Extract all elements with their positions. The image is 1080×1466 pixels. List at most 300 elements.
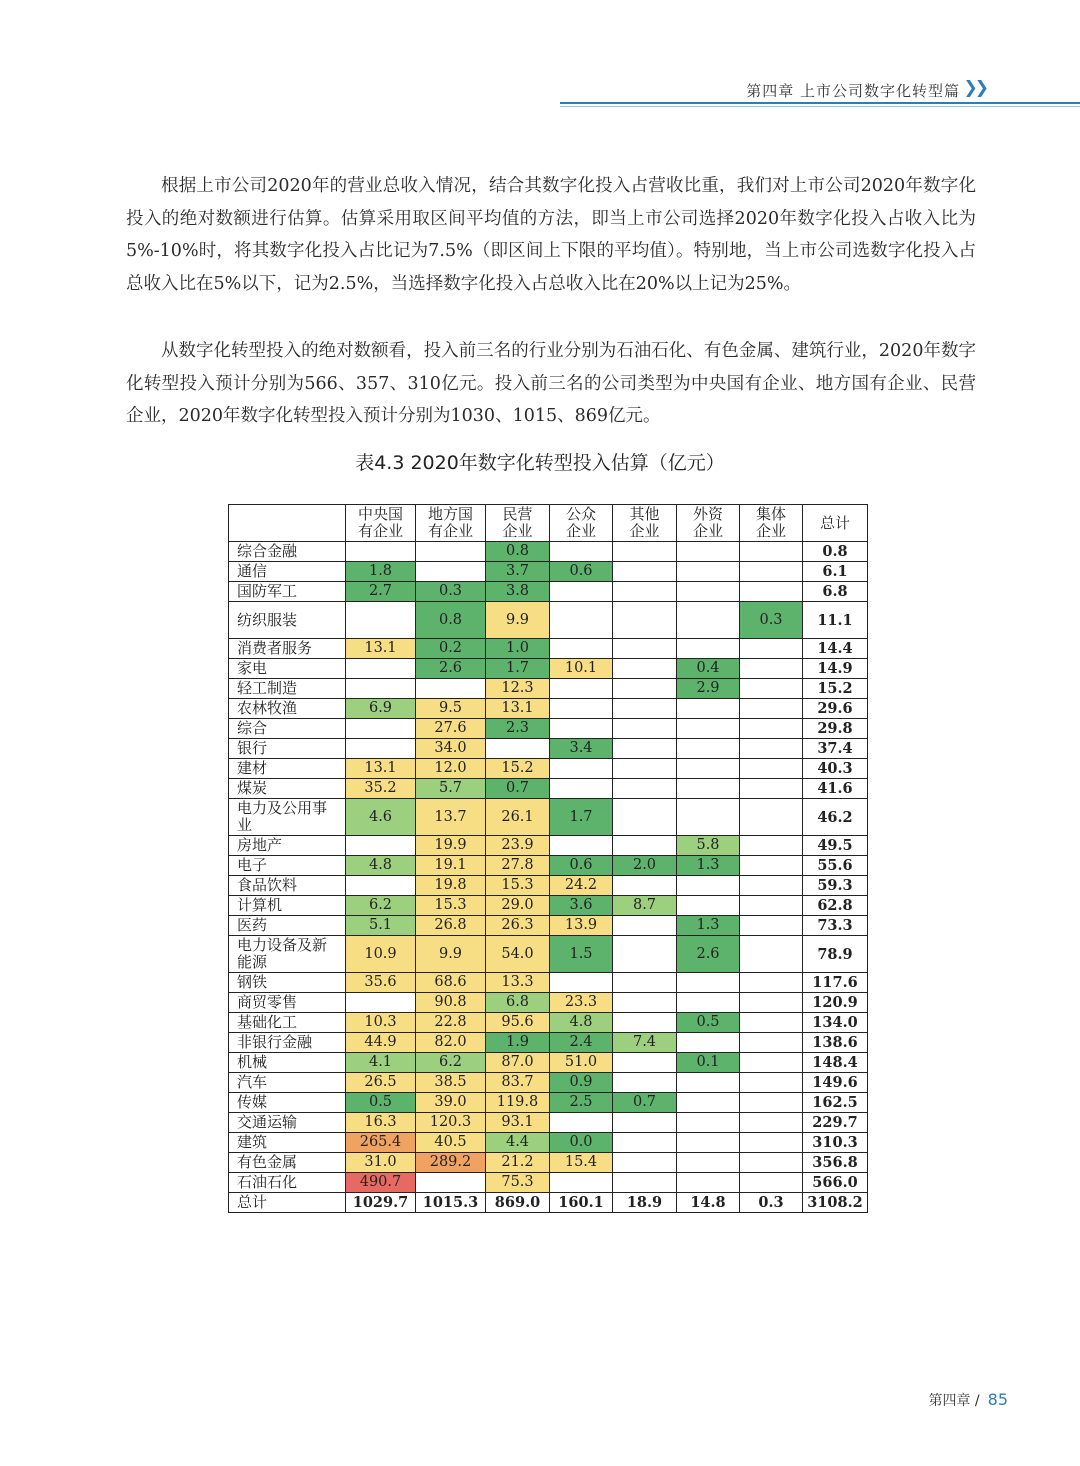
row-total-cell: 138.6 <box>803 1033 868 1053</box>
value-cell: 39.0 <box>416 1093 486 1113</box>
value-cell: 289.2 <box>416 1153 486 1173</box>
value-cell: 5.1 <box>346 916 416 936</box>
chapter-title: 第四章 上市公司数字化转型篇 <box>746 82 960 100</box>
industry-label-line: 汽车 <box>237 1073 268 1091</box>
row-total-cell: 41.6 <box>803 779 868 799</box>
footer-chapter: 第四章 / <box>928 1393 980 1409</box>
value-cell <box>740 896 803 916</box>
value-cell: 4.6 <box>346 799 416 836</box>
column-header <box>550 505 613 542</box>
value-cell: 119.8 <box>486 1093 550 1113</box>
value-cell: 31.0 <box>346 1153 416 1173</box>
value-cell: 1.3 <box>677 916 740 936</box>
value-cell <box>740 779 803 799</box>
value-cell <box>613 836 677 856</box>
table-row <box>229 639 868 659</box>
value-cell <box>677 639 740 659</box>
value-cell: 21.2 <box>486 1153 550 1173</box>
row-total-cell: 29.8 <box>803 719 868 739</box>
value-cell <box>740 1093 803 1113</box>
value-cell: 15.3 <box>416 896 486 916</box>
industry-label <box>229 542 346 562</box>
value-cell <box>677 993 740 1013</box>
table-row <box>229 973 868 993</box>
value-cell: 1.0 <box>486 639 550 659</box>
table-row <box>229 916 868 936</box>
value-cell: 0.6 <box>550 562 613 582</box>
value-cell: 51.0 <box>550 1053 613 1073</box>
value-cell <box>677 739 740 759</box>
value-cell: 13.1 <box>486 699 550 719</box>
value-cell: 3.7 <box>486 562 550 582</box>
industry-label-line: 国防军工 <box>237 582 298 600</box>
value-cell <box>346 836 416 856</box>
value-cell <box>613 719 677 739</box>
industry-label-line: 钢铁 <box>237 973 268 991</box>
row-total-cell: 11.1 <box>803 602 868 639</box>
value-cell <box>677 896 740 916</box>
value-cell: 44.9 <box>346 1033 416 1053</box>
industry-label-line: 农林牧渔 <box>237 699 298 717</box>
value-cell: 87.0 <box>486 1053 550 1073</box>
column-header <box>346 505 416 542</box>
value-cell <box>740 759 803 779</box>
value-cell: 0.9 <box>550 1073 613 1093</box>
column-header-line: 企业 <box>629 522 660 540</box>
column-header-line: 中央国 <box>357 505 403 523</box>
value-cell: 23.3 <box>550 993 613 1013</box>
value-cell: 24.2 <box>550 876 613 896</box>
chevron-right-icon: ❯❯ <box>963 78 986 98</box>
value-cell: 54.0 <box>486 936 550 973</box>
value-cell: 15.4 <box>550 1153 613 1173</box>
industry-label <box>229 679 346 699</box>
value-cell <box>740 739 803 759</box>
industry-label <box>229 719 346 739</box>
value-cell <box>740 582 803 602</box>
industry-label <box>229 739 346 759</box>
industry-label <box>229 973 346 993</box>
industry-label <box>229 1033 346 1053</box>
industry-label <box>229 639 346 659</box>
industry-label-line: 机械 <box>237 1053 268 1071</box>
table-row <box>229 936 868 973</box>
value-cell: 68.6 <box>416 973 486 993</box>
value-cell: 3.8 <box>486 582 550 602</box>
value-cell: 1.3 <box>677 856 740 876</box>
value-cell <box>613 679 677 699</box>
value-cell <box>613 562 677 582</box>
value-cell <box>346 679 416 699</box>
value-cell: 0.6 <box>550 856 613 876</box>
table-row <box>229 562 868 582</box>
industry-label-line: 非银行金融 <box>237 1033 313 1051</box>
value-cell: 90.8 <box>416 993 486 1013</box>
value-cell <box>677 973 740 993</box>
row-total-cell: 162.5 <box>803 1093 868 1113</box>
value-cell: 10.3 <box>346 1013 416 1033</box>
value-cell: 0.4 <box>677 659 740 679</box>
value-cell <box>613 602 677 639</box>
industry-label-line: 消费者服务 <box>237 639 313 657</box>
value-cell: 265.4 <box>346 1133 416 1153</box>
value-cell <box>613 1073 677 1093</box>
column-header-line: 企业 <box>565 522 596 540</box>
table-row <box>229 856 868 876</box>
column-total-cell: 14.8 <box>677 1193 740 1213</box>
value-cell <box>550 836 613 856</box>
value-cell <box>740 699 803 719</box>
industry-label-line: 传媒 <box>237 1093 268 1111</box>
table-header-row <box>229 505 868 542</box>
value-cell: 0.8 <box>416 602 486 639</box>
industry-label <box>229 1053 346 1073</box>
table-row <box>229 699 868 719</box>
table-row <box>229 739 868 759</box>
row-total-cell: 117.6 <box>803 973 868 993</box>
value-cell <box>550 542 613 562</box>
value-cell: 0.7 <box>486 779 550 799</box>
column-header <box>677 505 740 542</box>
header-rule <box>560 102 1080 104</box>
industry-label-line: 业 <box>237 816 253 834</box>
value-cell <box>613 759 677 779</box>
value-cell: 22.8 <box>416 1013 486 1033</box>
column-total-cell: 0.3 <box>740 1193 803 1213</box>
value-cell <box>613 1153 677 1173</box>
row-total-cell: 55.6 <box>803 856 868 876</box>
page-footer <box>928 1390 1008 1410</box>
value-cell <box>550 1113 613 1133</box>
value-cell: 4.1 <box>346 1053 416 1073</box>
industry-label-line: 电子 <box>237 856 268 874</box>
value-cell: 13.3 <box>486 973 550 993</box>
row-total-cell: 37.4 <box>803 739 868 759</box>
value-cell <box>550 699 613 719</box>
table-row <box>229 993 868 1013</box>
value-cell <box>613 699 677 719</box>
value-cell <box>613 542 677 562</box>
industry-label <box>229 602 346 639</box>
table-row <box>229 779 868 799</box>
value-cell: 82.0 <box>416 1033 486 1053</box>
industry-label <box>229 759 346 779</box>
row-total-cell: 29.6 <box>803 699 868 719</box>
industry-label-line: 银行 <box>237 739 268 757</box>
industry-label <box>229 779 346 799</box>
value-cell <box>677 759 740 779</box>
value-cell: 35.6 <box>346 973 416 993</box>
industry-label-line: 综合金融 <box>237 542 298 560</box>
value-cell: 9.9 <box>416 936 486 973</box>
value-cell: 0.3 <box>740 602 803 639</box>
table-row <box>229 836 868 856</box>
header-corner <box>229 505 346 542</box>
value-cell <box>740 1133 803 1153</box>
value-cell <box>677 779 740 799</box>
value-cell <box>613 639 677 659</box>
value-cell <box>740 993 803 1013</box>
header-rule-thin <box>560 106 1080 107</box>
industry-label <box>229 562 346 582</box>
value-cell: 15.2 <box>486 759 550 779</box>
row-total-cell: 149.6 <box>803 1073 868 1093</box>
table-row <box>229 679 868 699</box>
value-cell: 2.4 <box>550 1033 613 1053</box>
industry-label-line: 石油石化 <box>237 1173 298 1191</box>
value-cell: 26.8 <box>416 916 486 936</box>
value-cell: 0.8 <box>486 542 550 562</box>
value-cell: 34.0 <box>416 739 486 759</box>
value-cell: 120.3 <box>416 1113 486 1133</box>
table-row <box>229 1173 868 1193</box>
value-cell <box>740 936 803 973</box>
industry-label-line: 通信 <box>237 562 268 580</box>
column-header <box>803 505 868 542</box>
value-cell <box>550 719 613 739</box>
value-cell <box>740 1113 803 1133</box>
industry-label-line: 电力及公用事 <box>237 799 328 817</box>
column-header-line: 总计 <box>819 513 850 532</box>
table-row <box>229 582 868 602</box>
row-total-cell: 120.9 <box>803 993 868 1013</box>
value-cell: 13.7 <box>416 799 486 836</box>
industry-label <box>229 799 346 836</box>
table-title: 表4.3 2020年数字化转型投入估算（亿元） <box>355 452 725 474</box>
industry-label <box>229 1133 346 1153</box>
value-cell <box>613 739 677 759</box>
value-cell: 5.7 <box>416 779 486 799</box>
industry-label-line: 煤炭 <box>237 779 268 797</box>
value-cell <box>740 1053 803 1073</box>
industry-label-line: 轻工制造 <box>237 679 298 697</box>
row-total-cell: 356.8 <box>803 1153 868 1173</box>
industry-label <box>229 582 346 602</box>
row-total-cell: 62.8 <box>803 896 868 916</box>
column-header-line: 集体 <box>755 505 786 523</box>
value-cell <box>346 659 416 679</box>
value-cell <box>550 679 613 699</box>
value-cell <box>677 876 740 896</box>
table-row <box>229 876 868 896</box>
value-cell: 6.2 <box>416 1053 486 1073</box>
table-row <box>229 1133 868 1153</box>
column-header-line: 企业 <box>692 522 723 540</box>
industry-label <box>229 876 346 896</box>
industry-label <box>229 856 346 876</box>
column-header-line: 外资 <box>692 505 723 523</box>
industry-label-line: 计算机 <box>237 896 283 914</box>
column-header-line: 有企业 <box>427 522 473 540</box>
value-cell <box>416 542 486 562</box>
column-header-line: 公众 <box>565 505 596 523</box>
value-cell: 5.8 <box>677 836 740 856</box>
column-header-line: 企业 <box>755 522 786 540</box>
value-cell: 83.7 <box>486 1073 550 1093</box>
value-cell: 1.5 <box>550 936 613 973</box>
value-cell <box>416 1173 486 1193</box>
value-cell: 19.1 <box>416 856 486 876</box>
row-total-cell: 46.2 <box>803 799 868 836</box>
value-cell: 19.8 <box>416 876 486 896</box>
value-cell <box>740 916 803 936</box>
column-total-cell: 18.9 <box>613 1193 677 1213</box>
table-row <box>229 1153 868 1173</box>
industry-label-line: 交通运输 <box>237 1113 298 1131</box>
row-total-cell: 14.4 <box>803 639 868 659</box>
table-row <box>229 602 868 639</box>
industry-label <box>229 993 346 1013</box>
value-cell <box>740 719 803 739</box>
industry-label-line: 基础化工 <box>237 1013 298 1031</box>
table-row <box>229 1053 868 1073</box>
table-row <box>229 799 868 836</box>
value-cell <box>677 602 740 639</box>
value-cell <box>346 876 416 896</box>
value-cell <box>740 679 803 699</box>
industry-label <box>229 916 346 936</box>
value-cell <box>677 699 740 719</box>
value-cell: 93.1 <box>486 1113 550 1133</box>
row-total-cell: 15.2 <box>803 679 868 699</box>
value-cell: 2.7 <box>346 582 416 602</box>
value-cell <box>740 1033 803 1053</box>
industry-label <box>229 659 346 679</box>
page-number: 85 <box>987 1390 1008 1409</box>
industry-label <box>229 699 346 719</box>
value-cell <box>677 799 740 836</box>
value-cell <box>346 739 416 759</box>
value-cell: 38.5 <box>416 1073 486 1093</box>
table-row <box>229 659 868 679</box>
value-cell: 0.0 <box>550 1133 613 1153</box>
row-total-cell: 0.8 <box>803 542 868 562</box>
value-cell: 19.9 <box>416 836 486 856</box>
value-cell: 2.3 <box>486 719 550 739</box>
value-cell <box>677 1113 740 1133</box>
value-cell <box>677 719 740 739</box>
value-cell <box>740 1153 803 1173</box>
value-cell <box>677 562 740 582</box>
value-cell <box>613 1113 677 1133</box>
value-cell: 12.3 <box>486 679 550 699</box>
column-total-cell: 160.1 <box>550 1193 613 1213</box>
industry-label <box>229 1153 346 1173</box>
value-cell <box>740 1073 803 1093</box>
value-cell <box>740 542 803 562</box>
value-cell <box>613 799 677 836</box>
value-cell <box>550 639 613 659</box>
value-cell: 0.3 <box>416 582 486 602</box>
value-cell <box>486 739 550 759</box>
value-cell: 23.9 <box>486 836 550 856</box>
industry-label <box>229 896 346 916</box>
row-total-cell: 148.4 <box>803 1053 868 1073</box>
value-cell <box>613 779 677 799</box>
value-cell: 27.8 <box>486 856 550 876</box>
industry-label-line: 食品饮料 <box>237 876 298 894</box>
value-cell: 10.1 <box>550 659 613 679</box>
value-cell: 10.9 <box>346 936 416 973</box>
value-cell: 13.1 <box>346 759 416 779</box>
value-cell: 2.5 <box>550 1093 613 1113</box>
table-row <box>229 759 868 779</box>
value-cell: 4.8 <box>346 856 416 876</box>
column-header-line: 有企业 <box>357 522 403 540</box>
value-cell: 2.9 <box>677 679 740 699</box>
row-total-cell: 310.3 <box>803 1133 868 1153</box>
value-cell <box>677 1033 740 1053</box>
value-cell <box>677 582 740 602</box>
body-paragraph-2: 从数字化转型投入的绝对数额看，投入前三名的行业分别为石油石化、有色金属、建筑行业，2020年数字化转型投入预计分别为566、357、310亿元。投入前三名的公司类型为中央国有企业、地方国有企业、民营企业，2020年数字化转型投入预计分别为1030、1015、869亿元。 <box>126 341 976 426</box>
industry-label <box>229 1173 346 1193</box>
table-row <box>229 1093 868 1113</box>
industry-label-line: 电力设备及新 <box>237 936 328 954</box>
value-cell <box>416 562 486 582</box>
table-row <box>229 719 868 739</box>
value-cell: 6.2 <box>346 896 416 916</box>
industry-label-line: 家电 <box>237 659 268 677</box>
industry-label <box>229 1113 346 1133</box>
column-header <box>416 505 486 542</box>
industry-label-line: 建筑 <box>237 1133 268 1151</box>
value-cell: 4.4 <box>486 1133 550 1153</box>
value-cell: 13.1 <box>346 639 416 659</box>
value-cell: 12.0 <box>416 759 486 779</box>
total-row <box>229 1193 868 1213</box>
value-cell <box>346 719 416 739</box>
value-cell: 2.0 <box>613 856 677 876</box>
value-cell: 9.9 <box>486 602 550 639</box>
value-cell <box>613 659 677 679</box>
column-total-cell: 3108.2 <box>803 1193 868 1213</box>
column-total-cell: 1015.3 <box>416 1193 486 1213</box>
industry-label <box>229 936 346 973</box>
value-cell: 6.8 <box>486 993 550 1013</box>
value-cell <box>550 1173 613 1193</box>
row-total-cell: 78.9 <box>803 936 868 973</box>
value-cell: 26.3 <box>486 916 550 936</box>
value-cell: 13.9 <box>550 916 613 936</box>
value-cell: 26.5 <box>346 1073 416 1093</box>
value-cell: 15.3 <box>486 876 550 896</box>
industry-label <box>229 1073 346 1093</box>
value-cell: 9.5 <box>416 699 486 719</box>
value-cell: 7.4 <box>613 1033 677 1053</box>
value-cell <box>677 1153 740 1173</box>
industry-label-line: 建材 <box>237 759 268 777</box>
value-cell: 4.8 <box>550 1013 613 1033</box>
value-cell: 8.7 <box>613 896 677 916</box>
investment-table <box>228 504 868 1213</box>
value-cell <box>550 779 613 799</box>
row-total-cell: 6.1 <box>803 562 868 582</box>
value-cell: 1.9 <box>486 1033 550 1053</box>
value-cell <box>613 1013 677 1033</box>
value-cell <box>740 659 803 679</box>
column-header <box>486 505 550 542</box>
value-cell <box>613 993 677 1013</box>
industry-label-line: 有色金属 <box>237 1153 298 1171</box>
value-cell: 0.5 <box>346 1093 416 1113</box>
industry-label-line: 纺织服装 <box>237 610 298 629</box>
value-cell <box>613 1053 677 1073</box>
industry-label <box>229 1013 346 1033</box>
value-cell <box>677 1133 740 1153</box>
industry-label <box>229 1093 346 1113</box>
value-cell <box>740 973 803 993</box>
value-cell <box>346 993 416 1013</box>
